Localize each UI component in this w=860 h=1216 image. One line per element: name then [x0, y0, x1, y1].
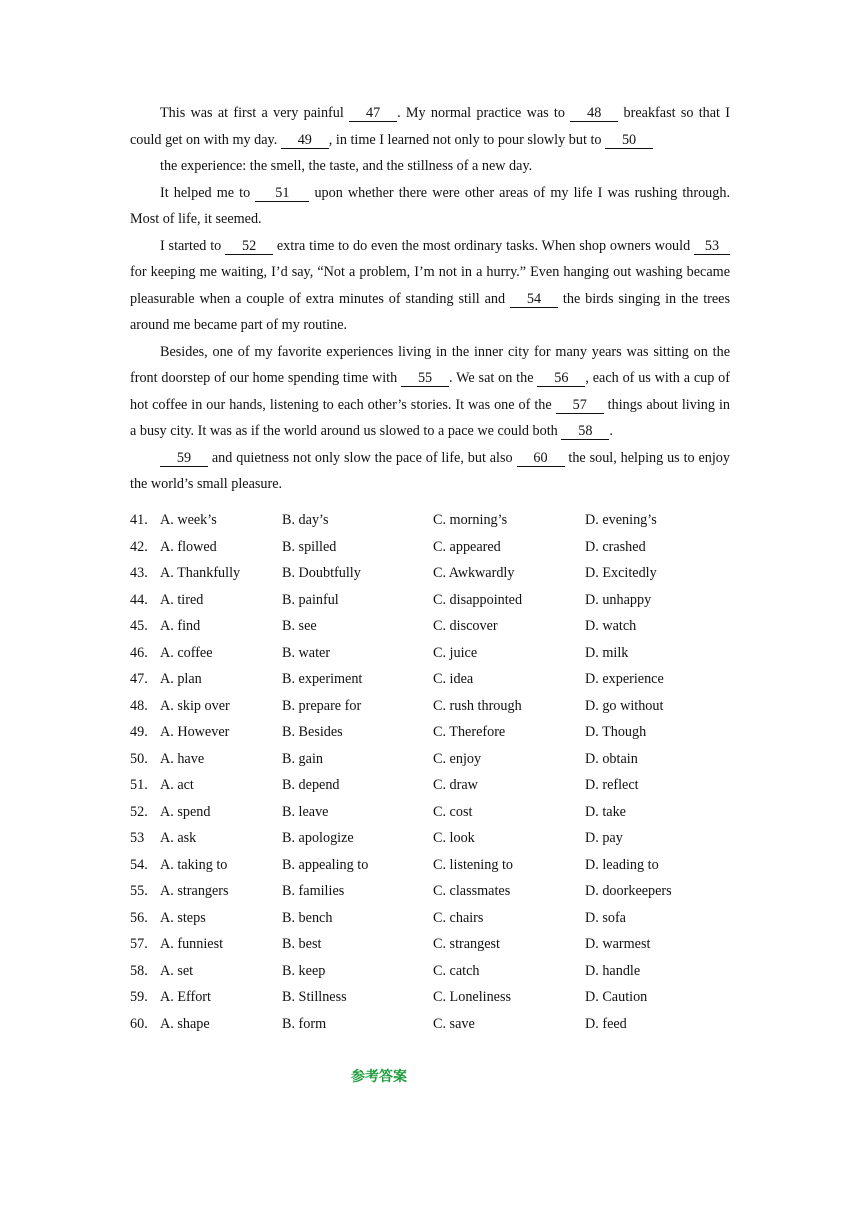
option-b: B. prepare for — [282, 697, 362, 714]
option-row — [130, 878, 730, 905]
option-d: D. Caution — [585, 989, 648, 1005]
option-row — [130, 666, 730, 693]
question-number: 48. — [130, 697, 148, 714]
question-number: 55. — [130, 883, 148, 899]
option-b: B. appealing to — [282, 856, 369, 873]
option-a: A. coffee — [160, 644, 213, 661]
option-a: A. find — [160, 618, 201, 634]
option-c: C. rush through — [433, 697, 522, 714]
option-b: B. Besides — [282, 724, 343, 740]
option-b: B. keep — [282, 962, 326, 979]
text: things about living in a busy city. It was as if the world around us slowed to a pace we could both — [130, 396, 730, 439]
option-a: A. week’s — [160, 512, 217, 528]
question-number: 52. — [130, 803, 148, 820]
blank-60: 60 — [517, 450, 565, 467]
option-row — [130, 772, 730, 799]
option-d: D. go without — [585, 697, 664, 714]
option-c: C. Therefore — [433, 724, 506, 740]
text: I started to — [160, 237, 226, 254]
question-number: 49. — [130, 724, 148, 740]
option-d: D. sofa — [585, 909, 626, 926]
answer-heading: 参考答案 — [351, 1069, 407, 1085]
option-d: D. feed — [585, 1015, 627, 1032]
paragraph-2: the experience: the smell, the taste, and the stillness of a new day. — [160, 158, 533, 174]
paragraph-6 — [130, 445, 730, 498]
option-row — [130, 534, 730, 561]
option-row — [130, 507, 730, 534]
question-number: 45. — [130, 618, 148, 634]
option-d: D. milk — [585, 644, 629, 661]
text: the birds singing in the trees around me became part of my routine. — [130, 290, 730, 333]
text: and quietness not only slow the pace of life, but also — [208, 449, 517, 466]
question-number: 50. — [130, 750, 148, 767]
text: breakfast so that I could get on with my day. — [130, 105, 731, 148]
option-d: D. crashed — [585, 538, 646, 555]
option-c: C. disappointed — [433, 591, 523, 608]
option-b: B. water — [282, 644, 331, 661]
option-c: C. juice — [433, 644, 478, 661]
question-number: 57. — [130, 936, 148, 952]
blank-53: 53 — [694, 238, 730, 255]
option-a: A. flowed — [160, 538, 217, 555]
blank-58: 58 — [561, 423, 609, 440]
question-number: 42. — [130, 538, 148, 555]
option-d: D. leading to — [585, 856, 659, 873]
option-c: C. idea — [433, 671, 474, 687]
question-number: 56. — [130, 909, 148, 926]
blank-48: 48 — [570, 105, 618, 122]
options-table — [130, 507, 730, 1037]
option-a: A. act — [160, 777, 194, 793]
question-number: 59. — [130, 989, 148, 1005]
option-a: A. have — [160, 750, 205, 767]
question-number: 43. — [130, 565, 148, 581]
option-row — [130, 958, 730, 985]
option-b: B. experiment — [282, 671, 363, 687]
option-d: D. doorkeepers — [585, 883, 672, 899]
question-number: 53 — [130, 830, 145, 846]
blank-52: 52 — [225, 238, 273, 255]
text: It helped me to — [160, 184, 256, 201]
option-c: C. look — [433, 830, 475, 846]
option-row — [130, 852, 730, 879]
option-a: A. Effort — [160, 989, 211, 1005]
text: upon whether there were other areas of my life I was rushing through. Most of life, it seemed. — [130, 184, 730, 227]
option-b: B. Stillness — [282, 989, 347, 1005]
option-c: C. save — [433, 1015, 475, 1032]
cloze-passage — [130, 100, 730, 498]
option-row — [130, 613, 730, 640]
option-b: B. form — [282, 1015, 327, 1032]
option-b: B. spilled — [282, 538, 337, 555]
option-row — [130, 719, 730, 746]
option-a: A. taking to — [160, 856, 228, 873]
option-a: A. Thankfully — [160, 565, 241, 581]
option-b: B. leave — [282, 803, 329, 820]
option-b: B. see — [282, 618, 317, 634]
option-c: C. Loneliness — [433, 989, 512, 1005]
question-number: 60. — [130, 1015, 148, 1032]
option-c: C. Awkwardly — [433, 565, 515, 581]
option-b: B. gain — [282, 750, 323, 767]
option-c: C. strangest — [433, 936, 500, 952]
option-row — [130, 693, 730, 720]
text: . My normal practice was to — [397, 105, 571, 121]
text: , in time I learned not only to pour slowly but to — [328, 131, 606, 148]
option-d: D. Excitedly — [585, 565, 657, 581]
option-a: A. skip over — [160, 697, 230, 714]
option-a: A. funniest — [160, 936, 224, 952]
option-row — [130, 931, 730, 958]
text: . — [609, 423, 613, 439]
option-b: B. best — [282, 936, 322, 952]
option-a: A. plan — [160, 671, 202, 687]
option-b: B. bench — [282, 909, 333, 926]
blank-50: 50 — [605, 132, 653, 149]
option-row — [130, 799, 730, 826]
question-number: 47. — [130, 671, 148, 687]
option-d: D. handle — [585, 962, 641, 979]
text: . We sat on the — [449, 370, 538, 386]
text: This was at first a very painful — [160, 105, 350, 121]
option-c: C. appeared — [433, 538, 501, 555]
question-number: 41. — [130, 512, 148, 528]
option-c: C. discover — [433, 618, 498, 634]
option-b: B. families — [282, 883, 345, 899]
option-b: B. depend — [282, 777, 340, 793]
blank-51: 51 — [255, 185, 309, 202]
option-a: A. strangers — [160, 883, 229, 899]
text: , each of us with a cup of hot coffee in our hands, listening to each other’s stories. It was one of the — [130, 370, 730, 413]
option-a: A. However — [160, 724, 230, 740]
blank-47: 47 — [349, 105, 397, 122]
question-number: 58. — [130, 962, 148, 979]
option-d: D. take — [585, 803, 626, 820]
option-d: D. obtain — [585, 750, 638, 767]
option-c: C. cost — [433, 803, 473, 820]
option-c: C. catch — [433, 962, 480, 979]
option-a: A. shape — [160, 1015, 210, 1032]
option-d: D. watch — [585, 618, 637, 634]
option-row — [130, 825, 730, 852]
question-number: 54. — [130, 856, 148, 873]
question-number: 44. — [130, 591, 148, 608]
text: the soul, helping us to enjoy the world’s small pleasure. — [130, 449, 730, 492]
option-d: D. Though — [585, 724, 647, 740]
paragraph-4 — [130, 233, 730, 339]
blank-57: 57 — [556, 397, 604, 414]
option-row — [130, 587, 730, 614]
blank-49: 49 — [281, 132, 329, 149]
option-c: C. enjoy — [433, 750, 482, 767]
option-c: C. morning’s — [433, 512, 508, 528]
question-number: 46. — [130, 644, 148, 661]
option-b: B. day’s — [282, 512, 329, 528]
blank-55: 55 — [401, 370, 449, 387]
option-b: B. painful — [282, 591, 339, 608]
option-row — [130, 984, 730, 1011]
paragraph-1 — [130, 100, 730, 153]
option-b: B. Doubtfully — [282, 565, 361, 581]
option-d: D. reflect — [585, 777, 639, 793]
question-number: 51. — [130, 777, 148, 793]
option-d: D. unhappy — [585, 591, 652, 608]
option-row — [130, 1011, 730, 1038]
blank-54: 54 — [510, 291, 558, 308]
option-c: C. draw — [433, 777, 478, 793]
option-row — [130, 640, 730, 667]
option-c: C. listening to — [433, 856, 514, 873]
option-d: D. pay — [585, 830, 623, 846]
option-row — [130, 746, 730, 773]
option-b: B. apologize — [282, 830, 354, 846]
option-row — [130, 560, 730, 587]
option-a: A. spend — [160, 803, 211, 820]
option-a: A. tired — [160, 591, 204, 608]
option-d: D. evening’s — [585, 512, 657, 528]
blank-56: 56 — [537, 370, 585, 387]
blank-59: 59 — [160, 450, 208, 467]
option-d: D. experience — [585, 671, 664, 687]
option-row — [130, 905, 730, 932]
text: for keeping me waiting, I’d say, “Not a problem, I’m not in a hurry.” Even hanging out washing became pleasurable when a couple of extra minutes of standing still and — [130, 264, 730, 307]
option-a: A. steps — [160, 909, 206, 926]
option-d: D. warmest — [585, 936, 651, 952]
option-c: C. classmates — [433, 883, 511, 899]
option-a: A. ask — [160, 830, 197, 846]
paragraph-5 — [130, 339, 730, 445]
option-c: C. chairs — [433, 909, 484, 926]
paragraph-3 — [130, 180, 730, 233]
text: extra time to do even the most ordinary tasks. When shop owners would — [273, 237, 694, 254]
option-a: A. set — [160, 962, 194, 979]
text: Besides, one of my favorite experiences living in the inner city for many years was sitting on the front doorstep of our home spending time with — [130, 343, 730, 386]
